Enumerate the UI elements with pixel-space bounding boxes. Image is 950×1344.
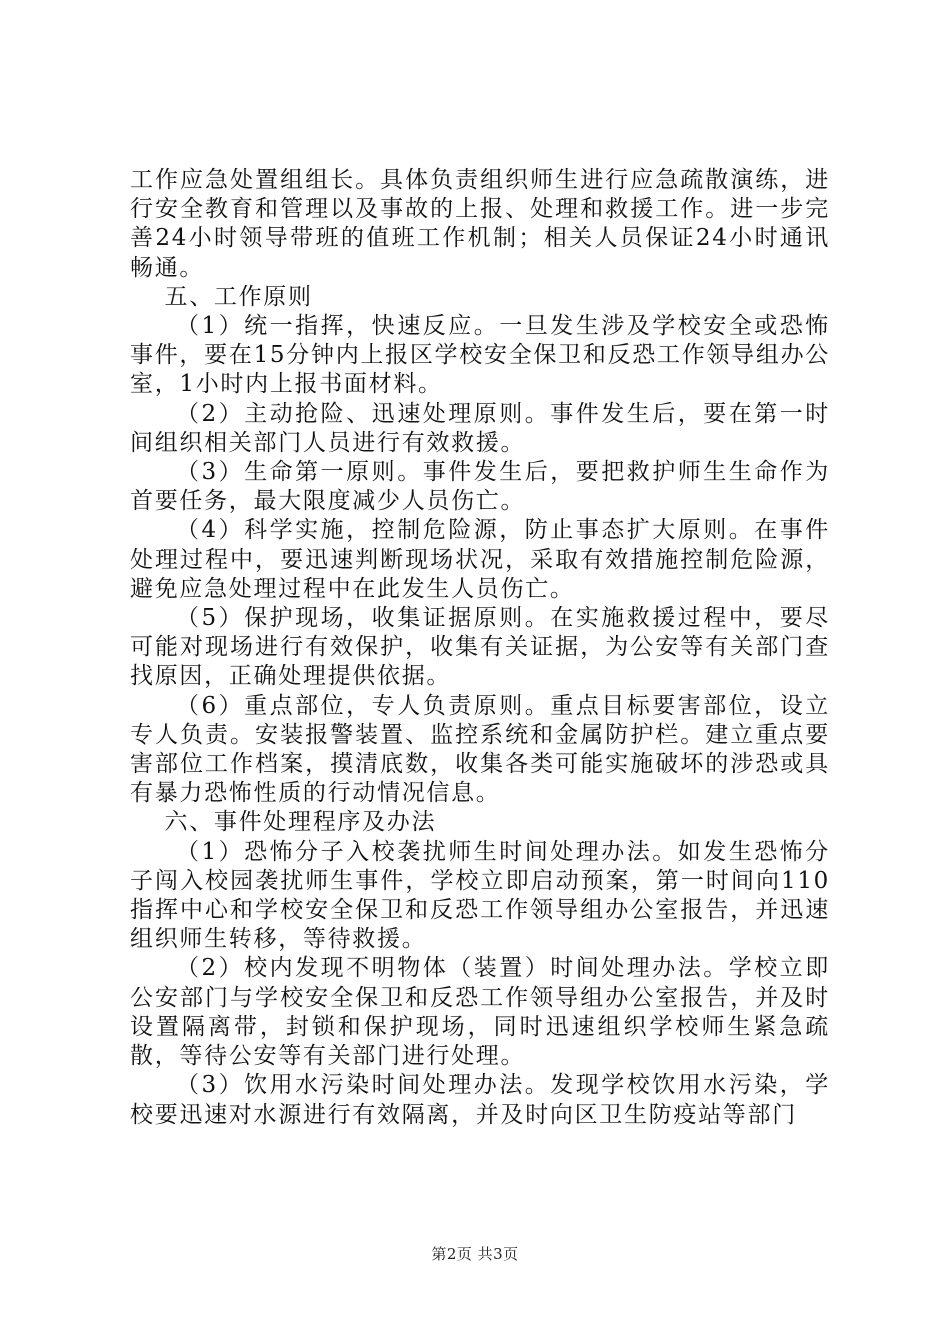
paragraph-principle-3: （3）生命第一原则。事件发生后，要把救护师生生命作为首要任务，最大限度减少人员伤亡。 (130, 459, 830, 515)
section-heading-procedures: 六、事件处理程序及办法 (164, 809, 437, 836)
document-body (130, 166, 830, 1130)
paragraph-procedure-2: （2）校内发现不明物体（装置）时间处理办法。学校立即公安部门与学校安全保卫和反恐工作领导组办公室报告，并及时设置隔离带，封锁和保护现场，同时迅速组织学校师生紧急疏散，等待公安等有关部门进行处理。 (130, 955, 830, 1070)
page-number-label: 第2页 共3页 (431, 1245, 519, 1263)
paragraph-principle-2: （2）主动抢险、迅速处理原则。事件发生后，要在第一时间组织相关部门人员进行有效救援。 (130, 400, 830, 456)
paragraph-procedure-3: （3）饮用水污染时间处理办法。发现学校饮用水污染，学校要迅速对水源进行有效隔离，并及时向区卫生防疫站等部门 (130, 1072, 830, 1128)
paragraph-procedure-1: （1）恐怖分子入校袭扰师生时间处理办法。如发生恐怖分子闯入校园袭扰师生事件，学校立即启动预案，第一时间向110指挥中心和学校安全保卫和反恐工作领导组办公室报告，并迅速组织师生转移，等待救援。 (130, 838, 830, 953)
paragraph-principle-4: （4）科学实施，控制危险源，防止事态扩大原则。在事件处理过程中，要迅速判断现场状况，采取有效措施控制危险源，避免应急处理过程中在此发生人员伤亡。 (130, 517, 830, 602)
page-footer (0, 1243, 950, 1264)
paragraph-principle-5: （5）保护现场，收集证据原则。在实施救援过程中，要尽可能对现场进行有效保护，收集有关证据，为公安等有关部门查找原因，正确处理提供依据。 (130, 605, 830, 690)
paragraph-principle-1: （1）统一指挥，快速反应。一旦发生涉及学校安全或恐怖事件，要在15分钟内上报区学校安全保卫和反恐工作领导组办公室，1小时内上报书面材料。 (130, 313, 830, 398)
paragraph-principle-6: （6）重点部位，专人负责原则。重点目标要害部位，设立专人负责。安装报警装置、监控系统和金属防护栏。建立重点要害部位工作档案，摸清底数，收集各类可能实施破坏的涉恐或具有暴力恐怖性质的行动情况信息。 (130, 692, 830, 807)
paragraph-continuation: 工作应急处置组组长。具体负责组织师生进行应急疏散演练，进行安全教育和管理以及事故的上报、处理和救援工作。进一步完善24小时领导带班的值班工作机制；相关人员保证24小时通讯畅通。 (130, 167, 830, 281)
section-heading-principles: 五、工作原则 (164, 283, 313, 310)
